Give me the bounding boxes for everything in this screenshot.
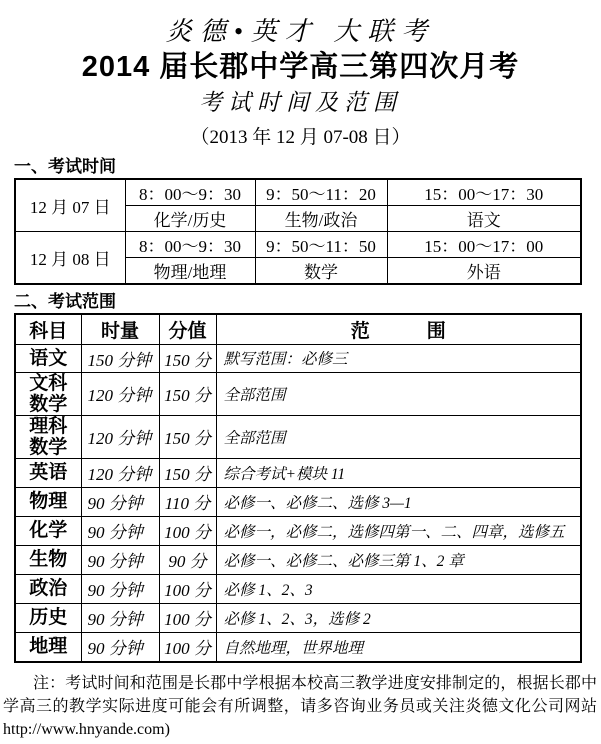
section-heading-exam-time: 一、考试时间 [14, 157, 116, 176]
duration-cell: 90 分钟 [81, 603, 159, 632]
score-cell: 150 分 [159, 415, 216, 458]
date-line: （2013 年 12 月 07-08 日） [190, 127, 411, 148]
subject-cell: 语文 [15, 344, 81, 372]
table-row [15, 415, 581, 458]
duration-cell: 120 分钟 [81, 372, 159, 415]
table-row [15, 458, 581, 487]
note-url: http://www.hnyande.com) [3, 721, 170, 738]
table-row [15, 632, 581, 662]
duration-cell: 90 分钟 [81, 545, 159, 574]
time-cell: 15：00～17：30 [387, 179, 581, 206]
duration-cell: 90 分钟 [81, 487, 159, 516]
page-title: 2014 届长郡中学高三第四次月考 [81, 51, 520, 83]
header-row [15, 314, 581, 344]
duration-cell: 150 分钟 [81, 344, 159, 372]
range-cell: 必修 1、2、3 [216, 574, 581, 603]
range-cell: 全部范围 [216, 372, 581, 415]
subject-cell: 生物 [15, 545, 81, 574]
duration-cell: 120 分钟 [81, 415, 159, 458]
duration-cell: 90 分钟 [81, 632, 159, 662]
time-cell: 15：00～17：00 [387, 232, 581, 258]
range-cell: 必修一，必修二，选修四第一、二、四章，选修五 [216, 516, 581, 545]
range-cell: 全部范围 [216, 415, 581, 458]
col-header-range: 范 围 [216, 314, 581, 344]
subject-cell: 化学/历史 [125, 206, 255, 232]
range-cell: 必修一、必修二、选修 3—1 [216, 487, 581, 516]
score-cell: 100 分 [159, 516, 216, 545]
score-cell: 110 分 [159, 487, 216, 516]
section-heading-exam-scope: 二、考试范围 [14, 292, 116, 311]
subject-cell: 数学 [255, 258, 387, 285]
table-row [15, 344, 581, 372]
col-header-score: 分值 [159, 314, 216, 344]
table-row [15, 545, 581, 574]
subject-cell: 物理/地理 [125, 258, 255, 285]
col-header-subject: 科目 [15, 314, 81, 344]
score-cell: 90 分 [159, 545, 216, 574]
duration-cell: 90 分钟 [81, 574, 159, 603]
exam-time-table [14, 178, 582, 285]
time-cell: 9：50～11：20 [255, 179, 387, 206]
date-cell: 12 月 07 日 [15, 179, 125, 232]
page-subtitle: 考试时间及范围 [199, 90, 402, 115]
subject-cell: 政治 [15, 574, 81, 603]
range-cell: 必修 1、2、3，选修 2 [216, 603, 581, 632]
table-row [15, 487, 581, 516]
score-cell: 150 分 [159, 344, 216, 372]
range-cell: 综合考试+模块 11 [216, 458, 581, 487]
note-paragraph [3, 672, 597, 741]
table-row [15, 516, 581, 545]
date-cell: 12 月 08 日 [15, 232, 125, 285]
score-cell: 100 分 [159, 603, 216, 632]
subject-cell: 化学 [15, 516, 81, 545]
duration-cell: 90 分钟 [81, 516, 159, 545]
range-cell: 必修一、必修二、必修三第 1、2 章 [216, 545, 581, 574]
subject-cell: 文科数学 [15, 372, 81, 415]
table-row [15, 603, 581, 632]
subject-cell: 生物/政治 [255, 206, 387, 232]
brand-line: 炎德•英才 大联考 [165, 17, 436, 46]
score-cell: 100 分 [159, 632, 216, 662]
subject-cell: 外语 [387, 258, 581, 285]
subject-cell: 语文 [387, 206, 581, 232]
score-cell: 150 分 [159, 458, 216, 487]
table-row [15, 179, 581, 206]
col-header-duration: 时量 [81, 314, 159, 344]
subject-cell: 理科数学 [15, 415, 81, 458]
range-cell: 自然地理，世界地理 [216, 632, 581, 662]
subject-cell: 地理 [15, 632, 81, 662]
time-cell: 8：00～9：30 [125, 232, 255, 258]
table-row [15, 574, 581, 603]
time-cell: 8：00～9：30 [125, 179, 255, 206]
score-cell: 100 分 [159, 574, 216, 603]
table-row [15, 372, 581, 415]
subject-cell: 历史 [15, 603, 81, 632]
exam-scope-table [14, 313, 582, 663]
document-page [0, 15, 601, 741]
range-cell: 默写范围：必修三 [216, 344, 581, 372]
duration-cell: 120 分钟 [81, 458, 159, 487]
subject-cell: 英语 [15, 458, 81, 487]
score-cell: 150 分 [159, 372, 216, 415]
table-row [15, 232, 581, 258]
time-cell: 9：50～11：50 [255, 232, 387, 258]
note-text: 注：考试时间和范围是长郡中学根据本校高三教学进度安排制定的，根据长郡中学高三的教学实际进度可能会有所调整，请多咨询业务员或关注炎德文化公司网站 [3, 675, 597, 715]
subject-cell: 物理 [15, 487, 81, 516]
